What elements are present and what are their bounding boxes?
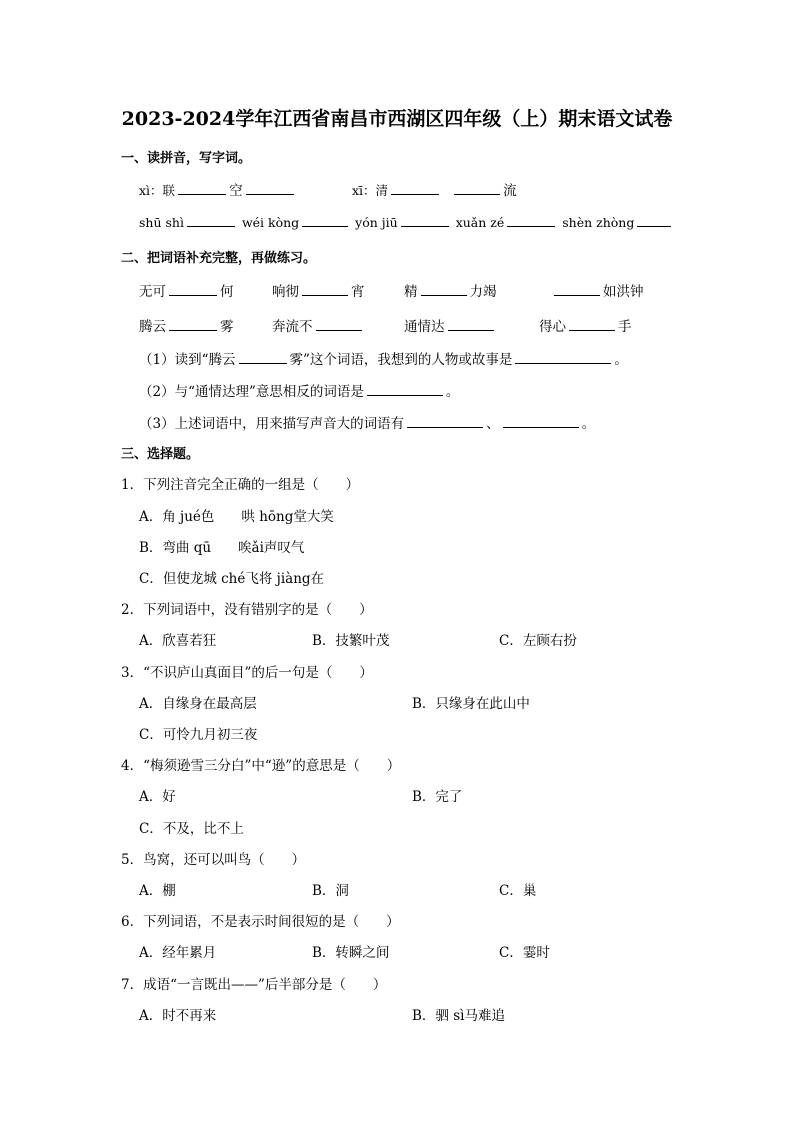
- sub-question-2: [139, 380, 459, 400]
- idiom-item: [272, 280, 365, 300]
- answer-blank[interactable]: [569, 318, 615, 331]
- option-b[interactable]: B．技繁叶茂: [312, 633, 390, 649]
- pinyin-row: [139, 214, 674, 230]
- question-text: 雾”这个词语，我想到的人物或故事是: [289, 352, 513, 368]
- answer-blank[interactable]: [407, 415, 483, 428]
- question-text: 。: [581, 416, 596, 432]
- idiom-prefix: 得心: [539, 319, 566, 335]
- char-label: 流: [503, 183, 517, 199]
- option-a[interactable]: A．好: [139, 789, 176, 805]
- pinyin-label: xì：联: [139, 183, 176, 198]
- idiom-suffix: 雾: [220, 319, 234, 335]
- section-3-heading: 三、选择题。: [121, 447, 200, 462]
- answer-blank[interactable]: [178, 182, 226, 195]
- answer-blank[interactable]: [391, 182, 439, 195]
- idiom-suffix: 手: [618, 319, 632, 335]
- idiom-prefix: 腾云: [139, 319, 166, 335]
- option-b[interactable]: B．只缘身在此山中: [412, 696, 530, 712]
- answer-blank[interactable]: [454, 182, 500, 195]
- option-a[interactable]: A．自缘身在最高层: [139, 696, 257, 712]
- pinyin-label: xī：清: [352, 183, 389, 198]
- option-b[interactable]: B．洞: [312, 883, 349, 899]
- answer-blank[interactable]: [169, 318, 217, 331]
- idiom-item: [139, 315, 234, 335]
- sub-question-1: [139, 348, 628, 368]
- option-c[interactable]: C．左顾右扮: [499, 633, 577, 649]
- answer-blank[interactable]: [302, 214, 348, 227]
- question-stem: 6．下列词语，不是表示时间很短的是（ ）: [121, 914, 400, 930]
- answer-blank[interactable]: [239, 351, 287, 364]
- option-a[interactable]: A．棚: [139, 883, 176, 899]
- option-c[interactable]: C．可怜九月初三夜: [139, 727, 258, 743]
- question-stem: 3．“不识庐山真面目”的后一句是（ ）: [121, 665, 373, 681]
- sub-question-3: [139, 412, 595, 432]
- idiom-item: [539, 315, 632, 335]
- idiom-item: [272, 315, 365, 335]
- option-c[interactable]: C．但使龙城 ché飞将 jiàng在: [139, 571, 325, 587]
- option-a[interactable]: A．时不再来: [139, 1008, 217, 1024]
- idiom-suffix: 何: [220, 284, 234, 300]
- answer-blank[interactable]: [507, 214, 555, 227]
- idiom-item: [551, 280, 644, 300]
- idiom-suffix: 力竭: [469, 284, 497, 300]
- option-a[interactable]: A．经年累月: [139, 945, 217, 961]
- option-a[interactable]: A．欣喜若狂: [139, 633, 217, 649]
- option-c[interactable]: C．巢: [499, 883, 537, 899]
- answer-blank[interactable]: [187, 214, 235, 227]
- question-text: （2）与“通情达理”意思相反的词语是: [139, 384, 364, 400]
- question-text: 、: [486, 416, 500, 432]
- pinyin-label: yón jiū: [355, 215, 398, 230]
- option-a[interactable]: A．角 jué色 哄 hōng堂大笑: [139, 509, 334, 525]
- option-b[interactable]: B．驷 sì马难追: [412, 1008, 505, 1024]
- question-text: （1）读到“腾云: [139, 352, 236, 368]
- option-b[interactable]: B．弯曲 qū 唉ǎi声叹气: [139, 540, 305, 556]
- question-text: 。: [445, 384, 460, 400]
- idiom-item: [404, 315, 497, 335]
- pinyin-label: shèn zhòng: [562, 215, 635, 230]
- answer-blank[interactable]: [554, 283, 600, 296]
- pinyin-label: shū shì: [139, 215, 184, 230]
- answer-blank[interactable]: [316, 318, 362, 331]
- answer-blank[interactable]: [302, 283, 348, 296]
- option-c[interactable]: C．霎时: [499, 945, 550, 961]
- section-1-heading: 一、读拼音，写字词。: [121, 151, 252, 166]
- answer-blank[interactable]: [637, 214, 671, 227]
- option-b[interactable]: B．转瞬之间: [312, 945, 390, 961]
- idiom-suffix: 宵: [351, 284, 365, 300]
- answer-blank[interactable]: [515, 351, 611, 364]
- pinyin-label: wéi kòng: [241, 215, 300, 230]
- answer-blank[interactable]: [448, 318, 494, 331]
- question-text: （3）上述词语中，用来描写声音大的词语有: [139, 416, 405, 432]
- page-title: 2023-2024学年江西省南昌市西湖区四年级（上）期末语文试卷: [121, 108, 673, 130]
- pinyin-item: [139, 179, 297, 199]
- option-b[interactable]: B．完了: [412, 789, 463, 805]
- idiom-item: [404, 280, 497, 300]
- idiom-item: [139, 280, 234, 300]
- idiom-prefix: 通情达: [404, 319, 445, 335]
- section-2-heading: 二、把词语补充完整，再做练习。: [121, 251, 317, 266]
- idiom-suffix: 如洪钟: [603, 284, 644, 300]
- question-stem: 4．“梅须逊雪三分白”中“逊”的意思是（ ）: [121, 758, 401, 774]
- question-stem: 7．成语“一言既出——”后半部分是（ ）: [121, 977, 387, 993]
- question-stem: 2．下列词语中，没有错别字的是（ ）: [121, 602, 373, 618]
- answer-blank[interactable]: [246, 182, 294, 195]
- question-text: 。: [614, 352, 628, 368]
- answer-blank[interactable]: [503, 415, 579, 428]
- pinyin-item: [352, 179, 517, 199]
- idiom-prefix: 奔流不: [272, 319, 313, 335]
- answer-blank[interactable]: [169, 283, 217, 296]
- char-label: 空: [229, 183, 243, 199]
- answer-blank[interactable]: [421, 283, 467, 296]
- idiom-prefix: 精: [404, 284, 418, 300]
- answer-blank[interactable]: [367, 383, 443, 396]
- answer-blank[interactable]: [401, 214, 449, 227]
- question-stem: 5．鸟窝，还可以叫鸟（ ）: [121, 852, 306, 868]
- option-c[interactable]: C．不及，比不上: [139, 821, 244, 837]
- question-stem: 1．下列注音完全正确的一组是（ ）: [121, 477, 360, 493]
- idiom-prefix: 无可: [139, 284, 166, 300]
- idiom-prefix: 响彻: [272, 284, 299, 300]
- pinyin-label: xuǎn zé: [455, 215, 505, 230]
